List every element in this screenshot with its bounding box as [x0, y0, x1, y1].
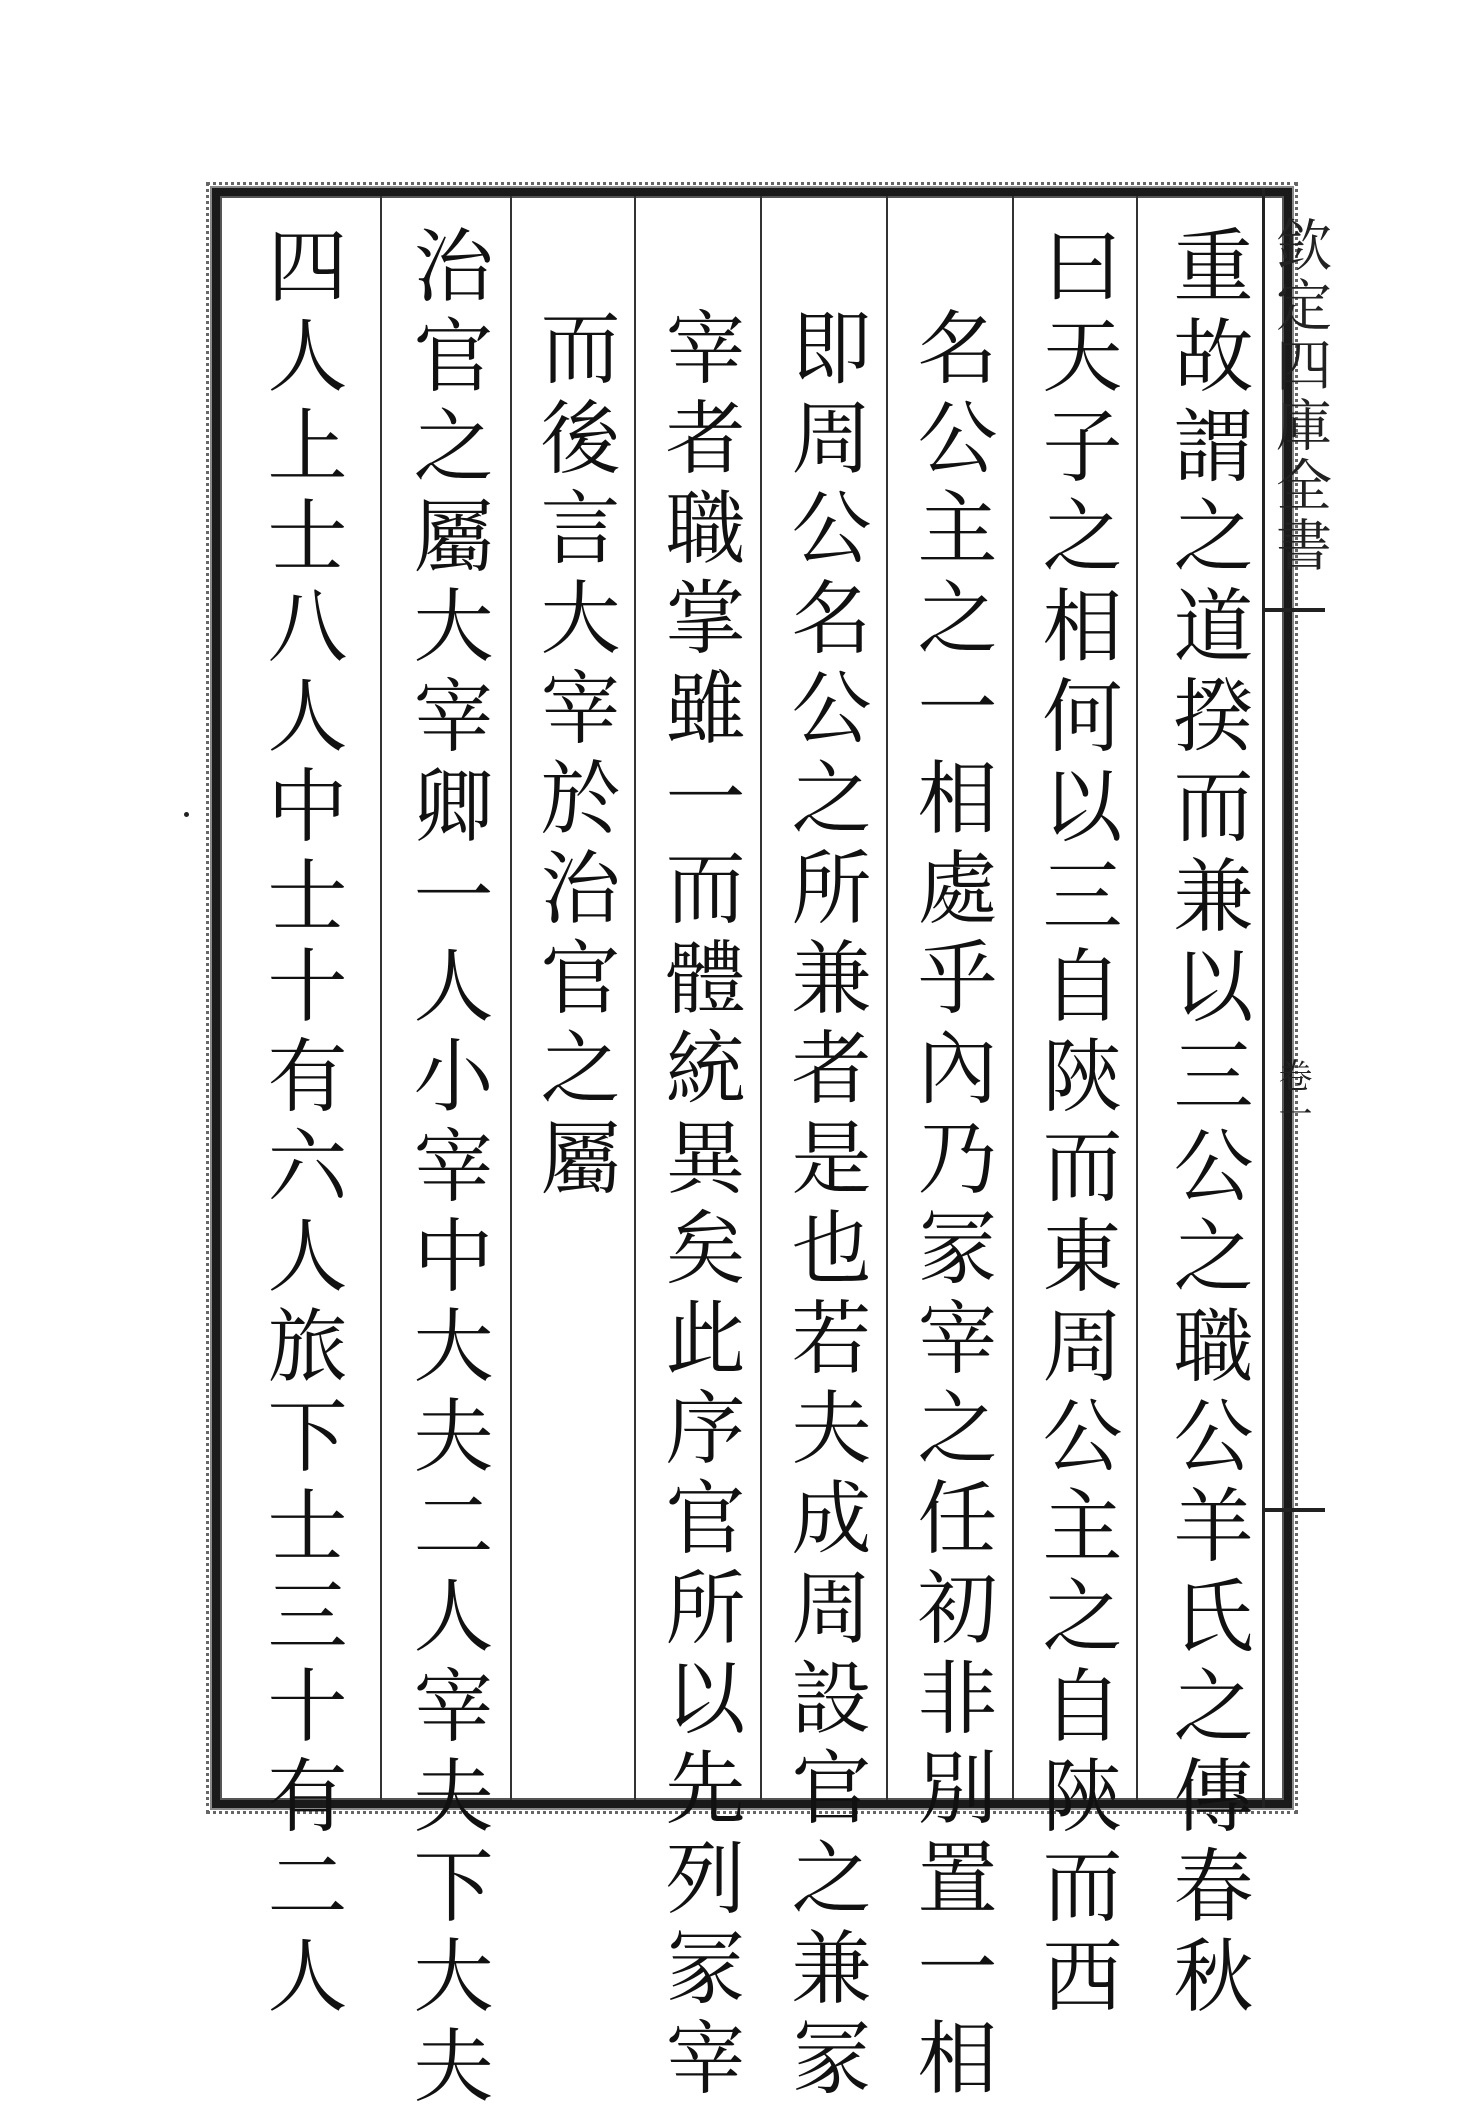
- margin-rule-bottom: [1265, 1508, 1325, 1512]
- volume-label: 卷一: [1272, 1058, 1312, 1134]
- text-column-8: [220, 196, 380, 2024]
- page-frame: [212, 188, 1292, 2114]
- text-column-7: [380, 196, 510, 2114]
- text-column-2: [1012, 196, 1136, 2024]
- ink-speck: [184, 812, 189, 817]
- text-column-5: [634, 196, 760, 2106]
- column-text-7: 治官之屬大宰卿一人小宰中大夫二人宰夫下大夫: [400, 224, 493, 2114]
- text-column-1: [1136, 196, 1274, 2024]
- column-text-4: 即周公名公之所兼者是也若夫成周設官之兼冡: [778, 306, 871, 2106]
- column-text-2: 曰天子之相何以三自陝而東周公主之自陝而西: [1029, 224, 1122, 2024]
- book-title: 欽定四庫全書: [1267, 216, 1332, 576]
- text-column-4: [760, 196, 886, 2106]
- text-column-6: [510, 196, 634, 1800]
- column-text-6: 而後言大宰於治官之屬: [527, 306, 620, 1206]
- text-column-3: [886, 196, 1012, 2106]
- margin-rule-top: [1265, 608, 1325, 612]
- column-text-5: 宰者職掌雖一而體統異矣此序官所以先列冡宰: [652, 306, 745, 2106]
- margin-strip: [1262, 188, 1332, 1808]
- column-text-1: 重故謂之道揆而兼以三公之職公羊氏之傳春秋: [1160, 224, 1253, 2024]
- column-text-3: 名公主之一相處乎內乃冡宰之任初非別置一相: [904, 306, 997, 2106]
- column-text-8: 四人上士八人中士十有六人旅下士三十有二人: [254, 224, 347, 2024]
